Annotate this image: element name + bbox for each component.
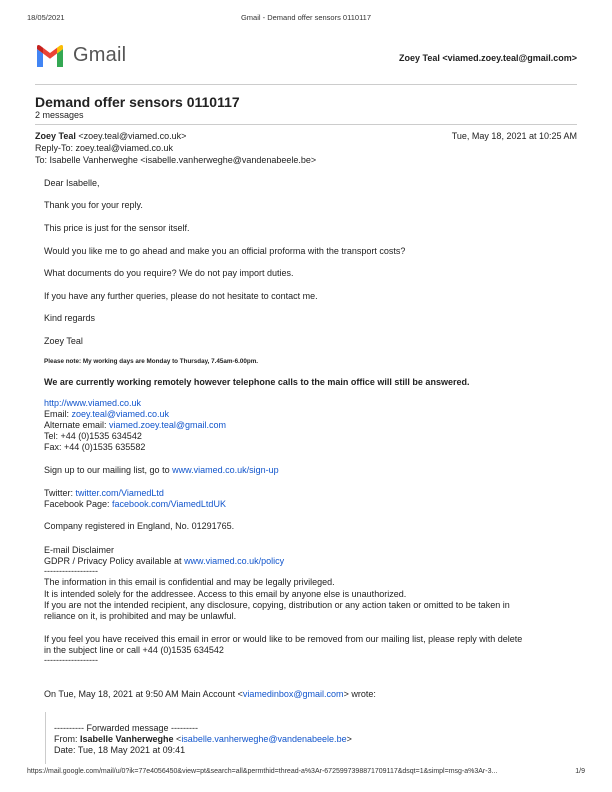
facebook-label: Facebook Page: (44, 499, 113, 509)
quoted-intro-end: > wrote: (343, 689, 376, 699)
alt-email-label: Alternate email: (44, 420, 110, 430)
facebook-link[interactable]: facebook.com/ViamedLtdUK (112, 499, 226, 509)
disclaimer-line: in the subject line or call +44 (0)1535 634542 (44, 645, 224, 655)
forwarded-from-link[interactable]: isabelle.vanherweghe@vandenabeele.be (181, 734, 347, 744)
body-paragraph: Thank you for your reply. (44, 200, 143, 210)
sender-email: <zoey.teal@viamed.co.uk> (75, 131, 187, 141)
disclaimer-title: E-mail Disclaimer (44, 545, 115, 555)
sign-up-link[interactable]: www.viamed.co.uk/sign-up (172, 465, 279, 475)
greeting: Dear Isabelle, (44, 178, 100, 188)
email-label: Email: (44, 409, 72, 419)
recipient-line: To: Isabelle Vanherweghe <isabelle.vanherweghe@vandenabeele.be> (35, 155, 317, 165)
working-days-note: Please note: My working days are Monday to Thursday, 7.45am-6.00pm. (44, 358, 259, 365)
website-line (44, 398, 141, 408)
email-link[interactable]: zoey.teal@viamed.co.uk (71, 409, 170, 419)
disclaimer-line: reliance on it, is prohibited and may be unlawful. (44, 611, 237, 621)
alt-email-line (44, 420, 226, 430)
divider (35, 124, 577, 125)
body-paragraph: This price is just for the sensor itself. (44, 223, 190, 233)
thread-subject: Demand offer sensors 0110117 (35, 94, 240, 110)
body-paragraph: If you have any further queries, please do not hesitate to contact me. (44, 291, 318, 301)
sender-name: Zoey Teal (35, 131, 76, 141)
separator: ------------------ (44, 566, 98, 576)
website-link[interactable]: http://www.viamed.co.uk (44, 398, 142, 408)
disclaimer-line: The information in this email is confidential and may be legally privileged. (44, 577, 335, 587)
forwarded-from (54, 734, 352, 744)
alt-email-link[interactable]: viamed.zoey.teal@gmail.com (109, 420, 227, 430)
disclaimer-line: If you feel you have received this email in error or would like to be removed from our mailing list, please reply with delete (44, 634, 523, 644)
forwarded-from-label: From: (54, 734, 80, 744)
disclaimer-line: If you are not the intended recipient, any disclosure, copying, distribution or any action taken or omitted to be taken in (44, 600, 510, 610)
gmail-logo[interactable] (35, 44, 126, 67)
email-line (44, 409, 169, 419)
divider (35, 84, 577, 85)
disclaimer-line: It is intended solely for the addressee. Access to this email by anyone else is unauthorized. (44, 589, 407, 599)
twitter-label: Twitter: (44, 488, 76, 498)
gdpr-line (44, 556, 284, 566)
quoted-sender-link[interactable]: viamedinbox@gmail.com (242, 689, 344, 699)
body-paragraph: What documents do you require? We do not pay import duties. (44, 268, 294, 278)
page-url: https://mail.google.com/mail/u/0?ik=77e4056450&view=pt&search=all&permthid=thread-a%3Ar-6725997398871709117&dsqt=1&simpl=msg-a%3Ar-3... (27, 768, 498, 775)
gmail-m-icon (35, 44, 65, 67)
forwarded-date: Date: Tue, 18 May 2021 at 09:41 (54, 745, 186, 755)
reply-to: Reply-To: zoey.teal@viamed.co.uk (35, 143, 174, 153)
quote-bar (45, 712, 46, 764)
quoted-intro-text: On Tue, May 18, 2021 at 9:50 AM Main Account < (44, 689, 243, 699)
separator: ------------------ (44, 655, 98, 665)
company-registration: Company registered in England, No. 01291765. (44, 521, 235, 531)
twitter-line (44, 488, 164, 498)
print-date: 18/05/2021 (27, 13, 65, 22)
facebook-line (44, 499, 226, 509)
forwarded-header: ---------- Forwarded message --------- (54, 723, 198, 733)
forwarded-from-open: < (173, 734, 182, 744)
twitter-link[interactable]: twitter.com/ViamedLtd (75, 488, 164, 498)
signature-name: Zoey Teal (44, 336, 83, 346)
policy-link[interactable]: www.viamed.co.uk/policy (184, 556, 285, 566)
remote-work-notice: We are currently working remotely however telephone calls to the main office will still be answered. (44, 377, 470, 387)
mailing-text: Sign up to our mailing list, go to (44, 465, 173, 475)
fax-line: Fax: +44 (0)1535 635582 (44, 442, 146, 452)
body-paragraph: Would you like me to go ahead and make you an official proforma with the transport costs? (44, 246, 406, 256)
forwarded-from-name: Isabelle Vanherweghe (80, 734, 174, 744)
message-timestamp: Tue, May 18, 2021 at 10:25 AM (451, 131, 577, 141)
quoted-intro (44, 689, 376, 699)
mailing-list-line (44, 465, 279, 475)
closing: Kind regards (44, 313, 96, 323)
gmail-wordmark: Gmail (73, 44, 127, 66)
tel-line: Tel: +44 (0)1535 634542 (44, 431, 142, 441)
sender-line (35, 131, 186, 141)
gdpr-text: GDPR / Privacy Policy available at (44, 556, 185, 566)
forwarded-from-close: > (346, 734, 352, 744)
print-header (0, 13, 612, 25)
print-title: Gmail - Demand offer sensors 0110117 (240, 13, 372, 22)
account-name: Zoey Teal <viamed.zoey.teal@gmail.com> (398, 53, 577, 63)
page-number: 1/9 (575, 768, 585, 775)
message-count: 2 messages (35, 110, 84, 120)
